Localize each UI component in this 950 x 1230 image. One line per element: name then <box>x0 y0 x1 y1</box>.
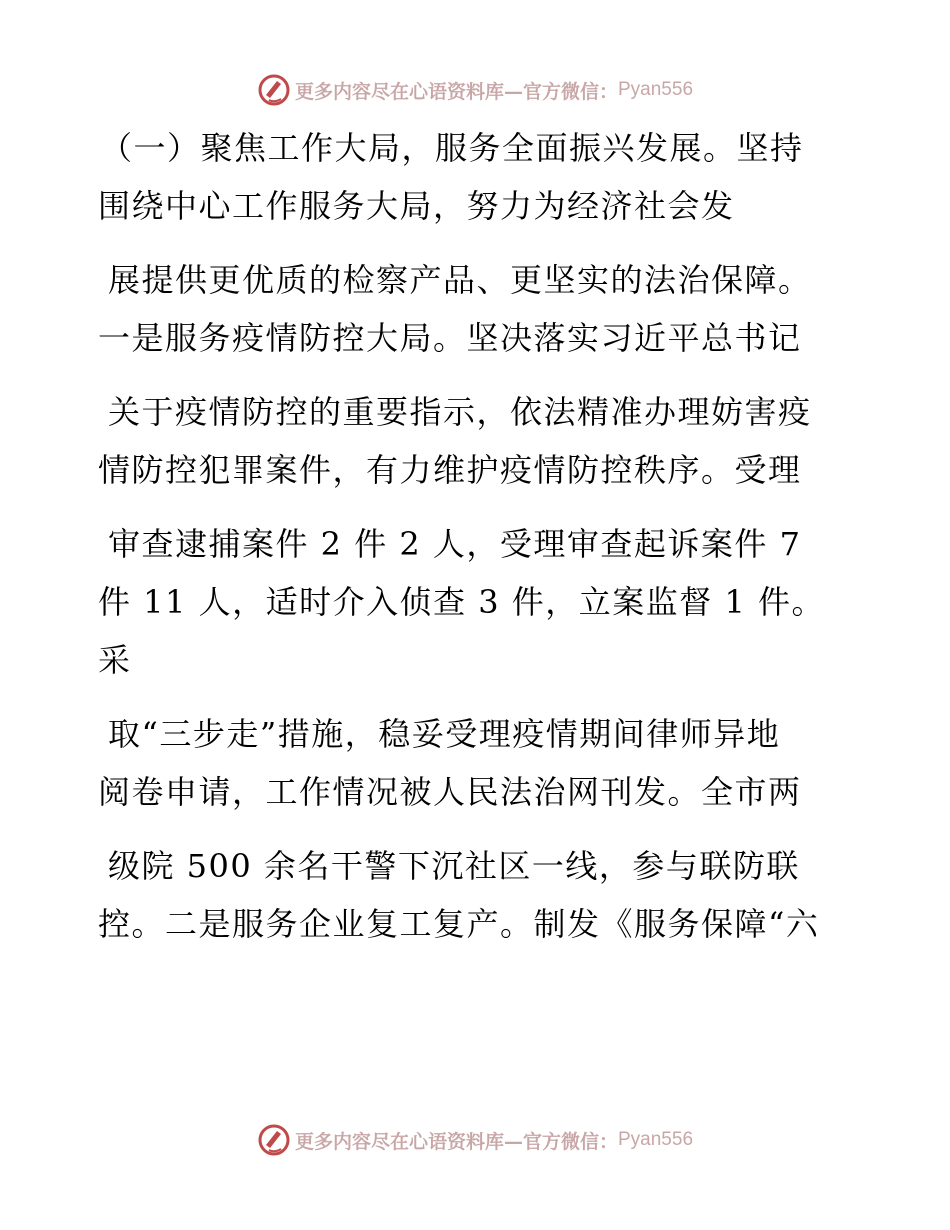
header-wechat-id: Pyan556 <box>618 79 694 100</box>
body-line-9: 采 <box>98 641 132 679</box>
body-line-1: （一）聚焦工作大局，服务全面振兴发展。坚持 <box>100 129 804 167</box>
header-banner-text: 更多内容尽在心语资料库—官方微信： <box>294 80 618 103</box>
body-line-8: 件 11 人，适时介入侦查 3 件，立案监督 1 件。 <box>98 583 825 621</box>
body-line-10: 取“三步走”措施，稳妥受理疫情期间律师异地 <box>108 715 781 753</box>
body-line-3: 展提供更优质的检察产品、更坚实的法治保障。 <box>108 261 812 299</box>
footer-banner <box>0 1120 950 1160</box>
footer-wechat-id: Pyan556 <box>618 1129 694 1150</box>
body-line-5: 关于疫情防控的重要指示，依法精准办理妨害疫 <box>108 393 812 431</box>
body-line-11: 阅卷申请，工作情况被人民法治网刊发。全市两 <box>98 773 802 811</box>
body-line-7: 审查逮捕案件 2 件 2 人，受理审查起诉案件 7 <box>108 525 802 563</box>
footer-banner-text: 更多内容尽在心语资料库—官方微信： <box>294 1130 618 1153</box>
body-line-2: 围绕中心工作服务大局，努力为经济社会发 <box>98 187 735 225</box>
logo-icon <box>257 1123 291 1157</box>
body-line-4: 一是服务疫情防控大局。坚决落实习近平总书记 <box>98 319 802 357</box>
body-line-6: 情防控犯罪案件，有力维护疫情防控秩序。受理 <box>98 451 802 489</box>
body-line-13: 控。二是服务企业复工复产。制发《服务保障“六 <box>98 905 820 943</box>
body-line-12: 级院 500 余名干警下沉社区一线，参与联防联 <box>108 847 800 885</box>
